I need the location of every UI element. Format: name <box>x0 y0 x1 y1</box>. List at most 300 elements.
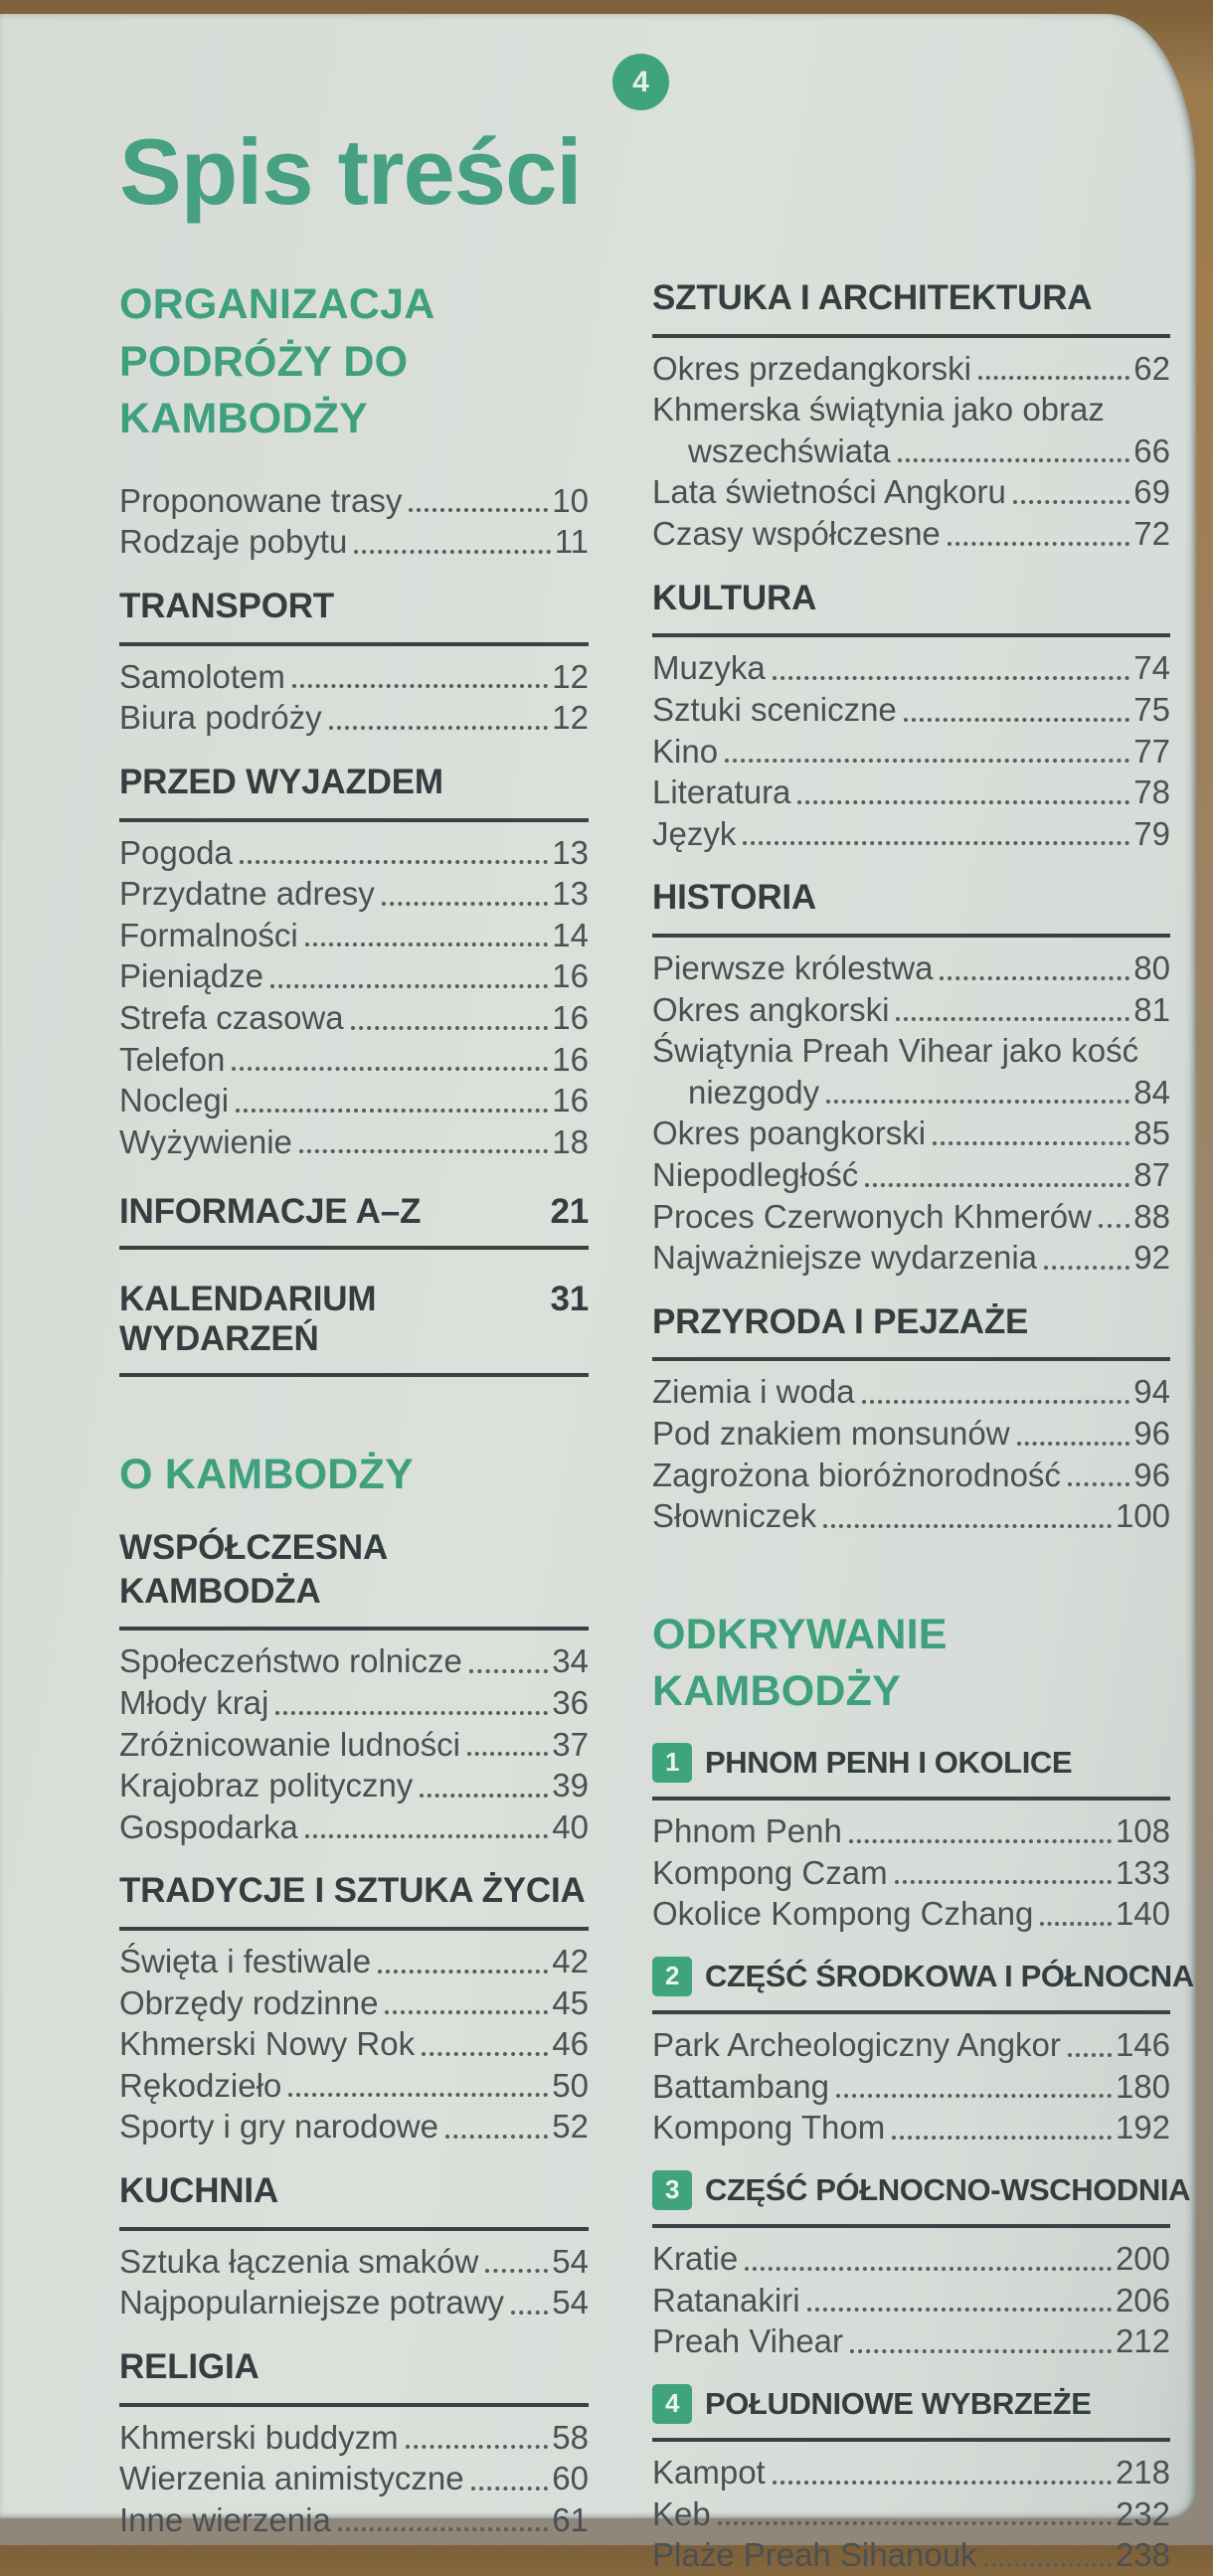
dot-leader <box>836 2094 1112 2098</box>
entry-page-number: 238 <box>1115 2536 1170 2574</box>
bold-line-page-number: 31 <box>550 1280 589 1319</box>
toc-section <box>119 2169 589 2323</box>
section-title: TRANSPORT <box>119 586 334 625</box>
dot-leader <box>329 726 549 730</box>
toc-entry <box>652 1810 1170 1852</box>
entry-label: Zagrożona bioróżnorodność <box>652 1456 1061 1493</box>
dot-leader <box>1044 1266 1129 1270</box>
section-title: HISTORIA <box>652 878 816 918</box>
entry-label: Khmerski buddyzm <box>119 2418 399 2456</box>
toc-bold-line <box>119 1280 589 1359</box>
entry-page-number: 11 <box>554 523 589 561</box>
toc-entry <box>652 1852 1170 1894</box>
entry-label: Niepodległość <box>652 1155 859 1193</box>
entry-list <box>119 1931 589 2147</box>
toc-entry <box>119 1806 589 1848</box>
section-title: PRZED WYJAZDEM <box>119 762 443 801</box>
entry-list <box>652 2228 1170 2362</box>
dot-leader <box>270 984 548 988</box>
dot-leader <box>826 1100 1129 1104</box>
dot-leader <box>469 1669 548 1673</box>
toc-entry <box>652 813 1170 855</box>
dot-leader <box>1068 1482 1129 1486</box>
dot-leader <box>351 1026 549 1030</box>
entry-page-number: 12 <box>552 657 589 695</box>
entry-label: Noclegi <box>119 1082 230 1119</box>
section-title: WSPÓŁCZESNA KAMBODŻA <box>119 1527 387 1611</box>
entry-label: Młody kraj <box>119 1683 269 1721</box>
dot-leader <box>1099 1224 1129 1228</box>
toc-entry <box>119 1121 589 1163</box>
entry-page-number: 140 <box>1115 1895 1170 1933</box>
entry-page-number: 94 <box>1133 1373 1170 1411</box>
toc-entry <box>652 647 1170 689</box>
entry-label: Społeczeństwo rolnicze <box>119 1642 462 1680</box>
entry-page-number: 108 <box>1115 1812 1170 1850</box>
section-number-badge: 4 <box>652 2384 692 2424</box>
entry-page-number: 192 <box>1115 2109 1170 2147</box>
dot-leader <box>892 2136 1112 2140</box>
entry-label: Proponowane trasy <box>119 481 403 519</box>
entry-list <box>119 2231 589 2323</box>
entry-label: Telefon <box>119 1040 226 1078</box>
dot-leader <box>420 1794 548 1798</box>
toc-entry <box>652 2452 1170 2493</box>
entry-page-number: 218 <box>1115 2454 1170 2491</box>
entry-label: Formalności <box>119 916 298 953</box>
toc-section <box>652 2384 1170 2576</box>
toc-entry <box>652 389 1170 430</box>
entry-page-number: 133 <box>1115 1853 1170 1891</box>
toc-section <box>119 585 589 739</box>
dot-leader <box>232 1067 548 1071</box>
section-heading <box>652 577 1170 620</box>
section-heading <box>119 1526 589 1614</box>
toc-entry <box>119 1724 589 1766</box>
dot-leader <box>895 1880 1112 1884</box>
toc-section <box>652 1743 1170 1935</box>
dot-leader <box>354 550 550 554</box>
dot-leader <box>773 676 1130 680</box>
toc-entry <box>119 2417 589 2459</box>
section-number-badge: 1 <box>652 1743 692 1783</box>
entry-label: Sztuka łączenia smaków <box>119 2242 479 2280</box>
entry-block <box>119 470 589 563</box>
green-section-heading: O KAMBODŻY <box>119 1451 414 1499</box>
dot-leader <box>305 1834 549 1838</box>
dot-leader <box>904 718 1130 722</box>
dot-leader <box>485 2269 548 2273</box>
section-heading <box>652 1300 1170 1344</box>
entry-page-number: 100 <box>1115 1497 1170 1535</box>
entry-label: Rodzaje pobytu <box>119 523 348 561</box>
entry-label: Plaże Preah Sihanouk <box>652 2536 977 2574</box>
toc-entry <box>119 1982 589 2024</box>
section-title: KUCHNIA <box>119 2170 278 2210</box>
dot-leader <box>823 1524 1112 1528</box>
toc-entry <box>652 1495 1170 1537</box>
entry-label: Najpopularniejsze potrawy <box>119 2284 505 2321</box>
entry-list <box>652 1801 1170 1935</box>
entry-list <box>119 822 589 1163</box>
toc-column-left <box>119 276 589 2540</box>
section-heading <box>652 1743 1170 1783</box>
entry-page-number: 16 <box>552 957 589 995</box>
entry-label: Sporty i gry narodowe <box>119 2108 438 2146</box>
toc-section <box>119 1526 589 1847</box>
entry-label: Rękodzieło <box>119 2066 282 2104</box>
entry-page-number: 60 <box>552 2460 589 2497</box>
entry-list <box>119 470 589 563</box>
section-heading <box>119 761 589 804</box>
toc-entry <box>119 1941 589 1982</box>
entry-page-number: 40 <box>552 1807 589 1845</box>
entry-label: Okres poangkorski <box>652 1115 927 1152</box>
entry-label: Świątynia Preah Vihear jako kość <box>652 1032 1139 1070</box>
toc-entry <box>119 2282 589 2323</box>
entry-page-number: 12 <box>552 699 589 737</box>
toc-entry <box>652 2320 1170 2362</box>
toc-entry <box>119 2065 589 2107</box>
entry-list <box>119 2407 589 2541</box>
toc-entry <box>652 2238 1170 2280</box>
section-heading <box>119 585 589 628</box>
section-title: RELIGIA <box>119 2346 260 2386</box>
entry-page-number: 18 <box>552 1122 589 1160</box>
page-number-badge <box>612 54 669 110</box>
dot-leader <box>467 1752 548 1756</box>
entry-page-number: 13 <box>552 833 589 871</box>
entry-page-number: 77 <box>1133 732 1170 770</box>
dot-leader <box>382 902 548 906</box>
toc-entry <box>652 2280 1170 2321</box>
toc-entry <box>119 2106 589 2147</box>
section-rule <box>119 1246 589 1250</box>
section-title: PRZYRODA I PEJZAŻE <box>652 1301 1029 1341</box>
entry-page-number: 16 <box>552 1040 589 1078</box>
toc-section <box>119 1869 589 2147</box>
entry-label: Okres angkorski <box>652 990 890 1028</box>
dot-leader <box>240 860 549 864</box>
entry-label: Pod znakiem monsunów <box>652 1414 1010 1452</box>
entry-label: Ratanakiri <box>652 2281 800 2318</box>
entry-page-number: 80 <box>1133 949 1170 987</box>
bold-line-page-number: 21 <box>550 1192 589 1232</box>
entry-label: Język <box>652 814 737 852</box>
entry-page-number: 54 <box>552 2242 589 2280</box>
section-title: CZĘŚĆ ŚRODKOWA I PÓŁNOCNA <box>705 1958 1194 1993</box>
dot-leader <box>292 684 548 688</box>
section-heading <box>119 2345 589 2389</box>
section-heading <box>652 876 1170 920</box>
entry-page-number: 78 <box>1133 773 1170 811</box>
entry-page-number: 45 <box>552 1983 589 2021</box>
toc-entry <box>652 2024 1170 2066</box>
entry-page-number: 81 <box>1133 990 1170 1028</box>
toc-entry <box>119 1765 589 1806</box>
toc-entry <box>652 2534 1170 2576</box>
entry-label: Keb <box>652 2494 711 2532</box>
section-title: POŁUDNIOWE WYBRZEŻE <box>705 2386 1092 2422</box>
entry-label: Kino <box>652 732 719 770</box>
entry-label: Okres przedangkorski <box>652 349 971 387</box>
toc-entry <box>652 1237 1170 1279</box>
dot-leader <box>849 1839 1112 1843</box>
toc-entry <box>119 1080 589 1121</box>
toc-entry <box>119 1682 589 1724</box>
section-heading <box>652 2170 1191 2210</box>
section-heading <box>119 1869 589 1913</box>
entry-page-number: 46 <box>552 2025 589 2063</box>
entry-label: Khmerski Nowy Rok <box>119 2025 416 2063</box>
dot-leader <box>745 2267 1112 2271</box>
entry-label: Najważniejsze wydarzenia <box>652 1239 1038 1277</box>
entry-page-number: 36 <box>552 1683 589 1721</box>
toc-entry <box>652 2107 1170 2148</box>
dot-leader <box>743 841 1129 845</box>
toc-section <box>652 276 1170 555</box>
entry-page-number: 66 <box>1133 431 1170 469</box>
entry-page-number: 61 <box>552 2500 589 2538</box>
entry-label: Wierzenia animistyczne <box>119 2460 464 2497</box>
dot-leader <box>725 759 1129 763</box>
entry-label: Preah Vihear <box>652 2322 844 2360</box>
dot-leader <box>807 2308 1112 2312</box>
toc-section <box>119 2345 589 2540</box>
dot-leader <box>898 458 1130 462</box>
entry-page-number: 34 <box>552 1642 589 1680</box>
toc-entry <box>652 1413 1170 1455</box>
dot-leader <box>406 2445 549 2449</box>
entry-page-number: 146 <box>1115 2026 1170 2064</box>
toc-entry <box>119 2023 589 2065</box>
toc-entry <box>119 1039 589 1081</box>
entry-page-number: 206 <box>1115 2281 1170 2318</box>
toc-entry <box>119 521 589 563</box>
dot-leader <box>236 1109 548 1113</box>
toc-entry <box>652 1371 1170 1413</box>
toc-entry <box>119 832 589 874</box>
toc-section <box>652 2170 1191 2362</box>
toc-entry <box>652 1196 1170 1238</box>
dot-leader <box>948 542 1130 546</box>
entry-label: Lata świetności Angkoru <box>652 473 1006 511</box>
dot-leader <box>445 2135 548 2139</box>
dot-leader <box>385 2010 548 2014</box>
toc-entry <box>652 471 1170 513</box>
section-number-badge: 3 <box>652 2170 692 2210</box>
entry-label: Wyżywienie <box>119 1122 292 1160</box>
dot-leader <box>773 2481 1112 2485</box>
section-title: SZTUKA I ARCHITEKTURA <box>652 278 1093 317</box>
entry-label: wszechświata <box>688 431 891 469</box>
entry-page-number: 37 <box>552 1725 589 1763</box>
toc-entry <box>652 1030 1170 1072</box>
entry-page-number: 72 <box>1133 515 1170 553</box>
toc-entry <box>119 997 589 1039</box>
section-title: TRADYCJE I SZTUKA ŻYCIA <box>119 1871 586 1911</box>
section-title: KULTURA <box>652 578 817 617</box>
dot-leader <box>1068 2053 1112 2057</box>
entry-page-number: 13 <box>552 875 589 913</box>
green-section-heading: ORGANIZACJA PODRÓŻY DO KAMBODŻY <box>119 280 433 443</box>
entry-page-number: 88 <box>1133 1197 1170 1235</box>
section-heading <box>652 276 1170 320</box>
dot-leader <box>1040 1922 1112 1926</box>
section-title: CZĘŚĆ PÓŁNOCNO-WSCHODNIA <box>705 2172 1191 2207</box>
entry-label: Sztuki sceniczne <box>652 690 897 728</box>
toc-column-right <box>652 276 1194 2576</box>
entry-page-number: 16 <box>552 998 589 1036</box>
dot-leader <box>718 2521 1112 2525</box>
toc-entry <box>652 1455 1170 1496</box>
dot-leader <box>1013 500 1129 504</box>
toc-entry <box>652 2493 1170 2535</box>
toc-entry <box>652 947 1170 989</box>
bold-line-label: INFORMACJE A–Z <box>119 1192 422 1232</box>
entry-label: Kampot <box>652 2454 766 2491</box>
entry-page-number: 62 <box>1133 349 1170 387</box>
dot-leader <box>409 508 548 512</box>
toc-section <box>119 761 589 1162</box>
dot-leader <box>471 2487 549 2490</box>
dot-leader <box>378 1970 548 1974</box>
toc-columns <box>119 276 1194 2576</box>
entry-label: Muzyka <box>652 649 766 687</box>
entry-label: Krajobraz polityczny <box>119 1767 414 1804</box>
section-number-badge: 2 <box>652 1957 692 1996</box>
entry-page-number: 180 <box>1115 2067 1170 2105</box>
entry-label: Biura podróży <box>119 699 322 737</box>
toc-entry <box>119 697 589 739</box>
entry-page-number: 212 <box>1115 2322 1170 2360</box>
entry-label: Pierwsze królestwa <box>652 949 934 987</box>
dot-leader <box>797 800 1129 804</box>
toc-entry <box>119 2241 589 2283</box>
entry-label: Słowniczek <box>652 1497 817 1535</box>
entry-list <box>652 1361 1170 1536</box>
dot-leader <box>422 2052 548 2056</box>
dot-leader <box>940 976 1129 980</box>
entry-label: Kompong Czam <box>652 1853 888 1891</box>
dot-leader <box>1017 1442 1130 1446</box>
entry-label: niezgody <box>688 1073 820 1111</box>
entry-label: Literatura <box>652 773 791 811</box>
toc-entry <box>652 1154 1170 1196</box>
toc-entry <box>119 1640 589 1682</box>
entry-label: Kratie <box>652 2240 739 2278</box>
entry-label: Pieniądze <box>119 957 263 995</box>
toc-entry <box>119 2458 589 2499</box>
section-heading <box>652 2384 1170 2424</box>
entry-page-number: 96 <box>1133 1456 1170 1493</box>
entry-list <box>119 1631 589 1847</box>
entry-label: Samolotem <box>119 657 285 695</box>
toc-entry <box>119 955 589 997</box>
entry-label: Khmerska świątynia jako obraz <box>652 391 1105 429</box>
entry-page-number: 84 <box>1133 1073 1170 1111</box>
dot-leader <box>275 1711 548 1715</box>
toc-entry <box>652 1072 1170 1114</box>
entry-list <box>652 2014 1170 2148</box>
dot-leader <box>338 2527 548 2531</box>
entry-label: Obrzędy rodzinne <box>119 1983 379 2021</box>
toc-section <box>652 577 1170 855</box>
book-page <box>0 14 1196 2574</box>
toc-entry <box>119 915 589 956</box>
section-heading <box>119 2169 589 2213</box>
entry-label: Święta i festiwale <box>119 1943 372 1980</box>
entry-page-number: 42 <box>552 1943 589 1980</box>
entry-label: Ziemia i woda <box>652 1373 855 1411</box>
toc-entry <box>652 731 1170 773</box>
entry-page-number: 39 <box>552 1767 589 1804</box>
dot-leader <box>288 2093 548 2097</box>
entry-page-number: 52 <box>552 2108 589 2146</box>
entry-page-number: 232 <box>1115 2494 1170 2532</box>
entry-list <box>652 338 1170 555</box>
entry-label: Pogoda <box>119 833 233 871</box>
entry-label: Okolice Kompong Czhang <box>652 1895 1034 1933</box>
dot-leader <box>850 2349 1112 2353</box>
page-number: 4 <box>632 65 649 98</box>
entry-label: Inne wierzenia <box>119 2500 331 2538</box>
entry-list <box>652 938 1170 1279</box>
section-title: PHNOM PENH I OKOLICE <box>705 1744 1073 1780</box>
entry-label: Czasy współczesne <box>652 515 941 553</box>
entry-label: Park Archeologiczny Angkor <box>652 2026 1061 2064</box>
entry-label: Battambang <box>652 2067 829 2105</box>
entry-page-number: 92 <box>1133 1239 1170 1277</box>
entry-list <box>119 646 589 739</box>
toc-entry <box>652 348 1170 390</box>
entry-page-number: 75 <box>1133 690 1170 728</box>
toc-entry <box>652 689 1170 731</box>
page-title: Spis treści <box>119 119 582 224</box>
dot-leader <box>984 2563 1112 2567</box>
entry-label: Przydatne adresy <box>119 875 375 913</box>
toc-entry <box>652 1893 1170 1935</box>
entry-page-number: 50 <box>552 2066 589 2104</box>
dot-leader <box>305 943 549 946</box>
entry-page-number: 54 <box>552 2284 589 2321</box>
section-heading <box>652 1957 1194 1996</box>
entry-list <box>652 2442 1170 2576</box>
entry-list <box>652 637 1170 854</box>
entry-page-number: 85 <box>1133 1115 1170 1152</box>
toc-entry <box>652 513 1170 555</box>
entry-label: Kompong Thom <box>652 2109 886 2147</box>
entry-page-number: 16 <box>552 1082 589 1119</box>
dot-leader <box>299 1149 548 1153</box>
toc-section <box>652 876 1170 1278</box>
entry-page-number: 69 <box>1133 473 1170 511</box>
entry-label: Gospodarka <box>119 1807 298 1845</box>
bold-line-label: KALENDARIUM WYDARZEŃ <box>119 1280 377 1359</box>
entry-page-number: 58 <box>552 2418 589 2456</box>
entry-page-number: 79 <box>1133 814 1170 852</box>
dot-leader <box>933 1141 1129 1145</box>
entry-label: Strefa czasowa <box>119 998 344 1036</box>
dot-leader <box>896 1017 1129 1021</box>
toc-entry <box>652 430 1170 472</box>
toc-entry <box>119 656 589 698</box>
section-rule <box>119 1373 589 1377</box>
toc-entry <box>652 2066 1170 2108</box>
toc-entry <box>119 2499 589 2541</box>
entry-label: Zróżnicowanie ludności <box>119 1725 461 1763</box>
toc-section <box>652 1957 1194 2148</box>
